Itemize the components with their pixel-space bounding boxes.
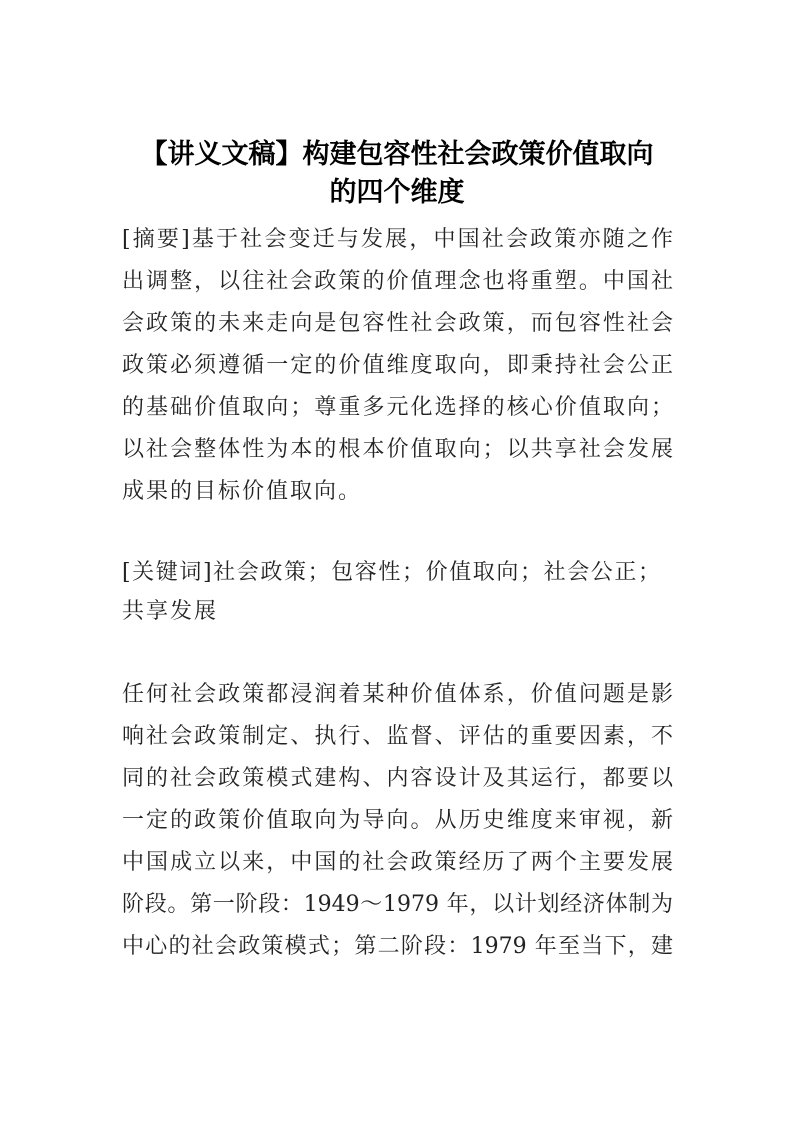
body-line: 中国成立以来，中国的社会政策经历了两个主要发展	[122, 850, 673, 875]
body-line: 一定的政策价值取向为导向。从历史维度来审视，新	[122, 808, 673, 833]
abstract-line: 出调整，以往社会政策的价值理念也将重塑。中国社	[122, 269, 673, 294]
abstract-line: 会政策的未来走向是包容性社会政策，而包容性社会	[122, 311, 673, 336]
keywords-line: [关键词]社会政策；包容性；价值取向；社会公正；	[122, 560, 660, 585]
abstract-line: 政策必须遵循一定的价值维度取向，即秉持社会公正	[122, 353, 673, 378]
abstract-line: 的基础价值取向；尊重多元化选择的核心价值取向；	[122, 395, 673, 420]
document-title-line-1: 【讲义文稿】构建包容性社会政策价值取向	[140, 139, 654, 170]
body-line: 中心的社会政策模式；第二阶段：1979 年至当下，建	[122, 934, 673, 959]
body-line: 阶段。第一阶段：1949～1979 年，以计划经济体制为	[122, 892, 673, 917]
document-title-line-2: 的四个维度	[329, 177, 465, 208]
keywords-line: 共享发展	[122, 599, 219, 624]
body-line: 同的社会政策模式建构、内容设计及其运行，都要以	[122, 766, 673, 791]
body-line: 响社会政策制定、执行、监督、评估的重要因素，不	[122, 724, 673, 749]
abstract-line: [摘要]基于社会变迁与发展，中国社会政策亦随之作	[122, 227, 673, 252]
body-line: 任何社会政策都浸润着某种价值体系，价值问题是影	[122, 682, 673, 707]
abstract-line: 成果的目标价值取向。	[122, 479, 363, 504]
abstract-line: 以社会整体性为本的根本价值取向；以共享社会发展	[122, 437, 673, 462]
